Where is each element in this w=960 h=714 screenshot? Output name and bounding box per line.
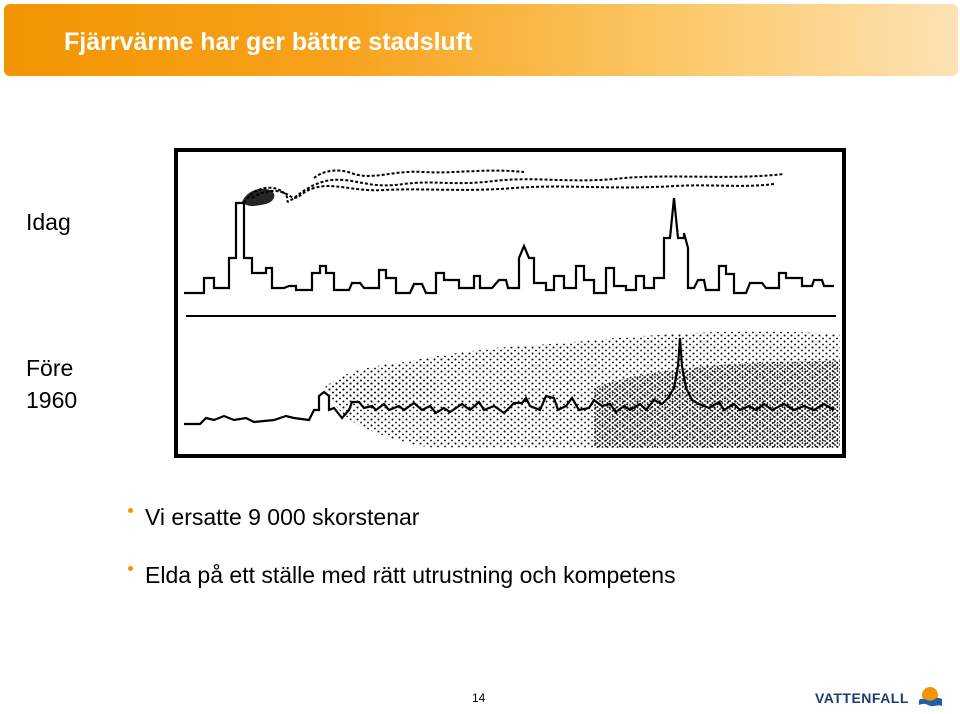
label-before-year <box>26 352 77 416</box>
slide-title: Fjärrvärme har ger bättre stadsluft <box>64 28 473 56</box>
label-before-line2: 1960 <box>26 387 78 413</box>
bullet-text: Elda på ett ställe med rätt utrustning och kompetens <box>145 562 676 588</box>
vattenfall-logo <box>815 684 945 712</box>
logo-wordmark: VATTENFALL <box>815 690 909 706</box>
page-number: 14 <box>472 691 486 705</box>
sun-wave-icon <box>917 684 943 710</box>
label-before-line1: Före <box>26 355 74 381</box>
skyline-illustration <box>174 148 846 458</box>
bullet-dot <box>128 566 133 571</box>
bullet-text: Vi ersatte 9 000 skorstenar <box>145 504 420 530</box>
bullet-dot <box>128 508 133 513</box>
label-today: Idag <box>26 209 71 235</box>
bullet-1 <box>128 504 419 531</box>
bullet-2 <box>128 562 676 589</box>
title-banner <box>4 4 958 76</box>
